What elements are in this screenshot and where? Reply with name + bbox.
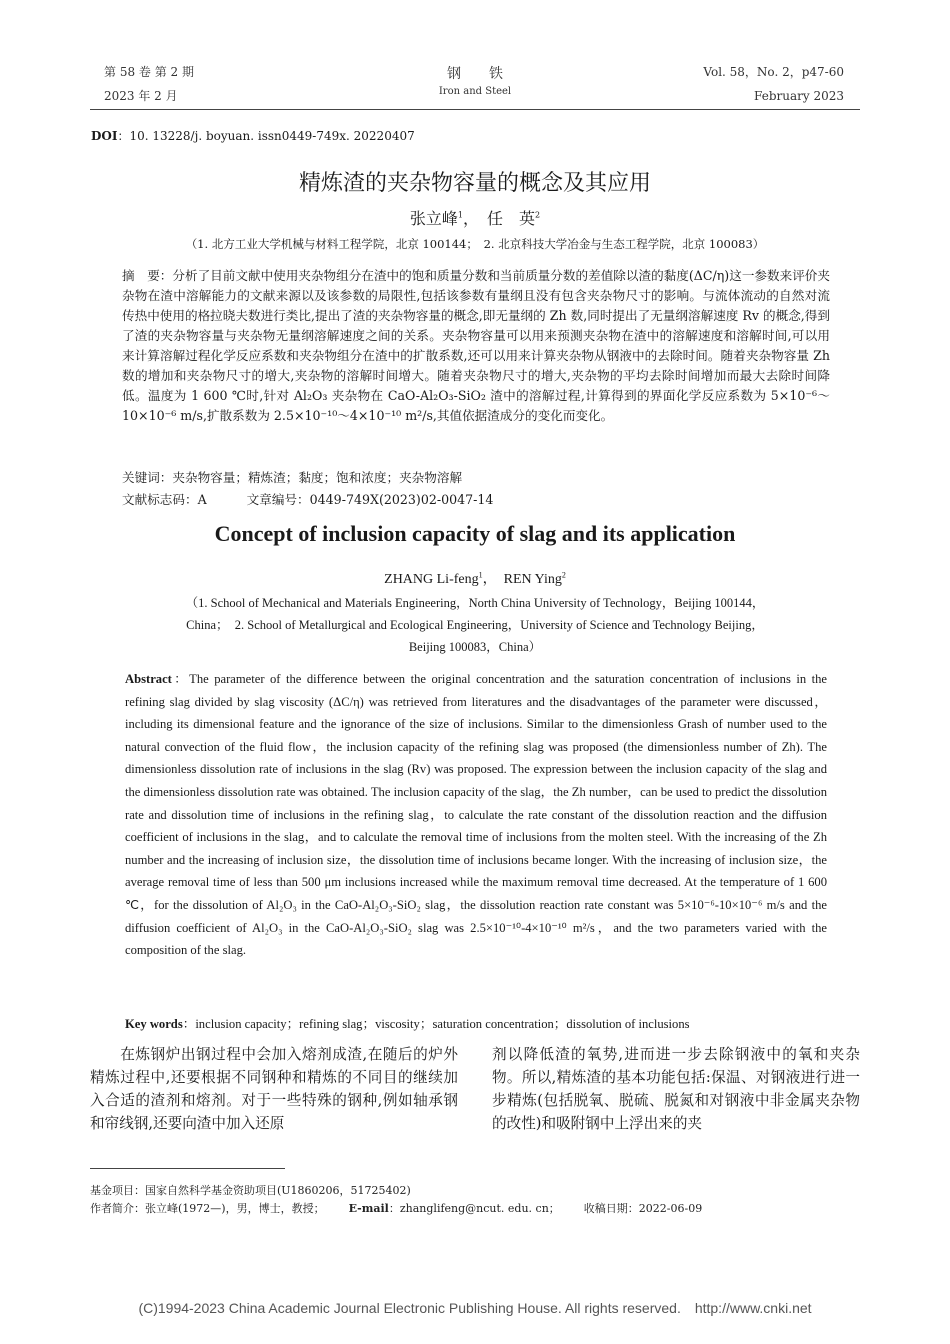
keywords-en <box>125 1013 827 1032</box>
abstract-zh <box>122 266 830 426</box>
article-id-value: 0449-749X(2023)02-0047-14 <box>309 492 494 507</box>
title-zh: 精炼渣的夹杂物容量的概念及其应用 <box>298 171 651 196</box>
footnote-fund: 基金项目：国家自然科学基金资助项目(U1860206，51725402) <box>90 1184 411 1197</box>
journal-name-en: Iron and Steel <box>438 86 512 97</box>
author-2-en: REN Ying <box>503 572 562 587</box>
author-separator: ， <box>462 209 487 228</box>
footnote-email-label: E-mail <box>348 1202 389 1215</box>
author-2-mark: 2 <box>535 210 541 220</box>
footnote-author <box>90 1200 860 1216</box>
doc-code-value: A <box>197 492 207 507</box>
keywords-zh <box>122 468 830 488</box>
doc-code-label: 文献标志码： <box>122 492 198 507</box>
doi-value: ：10. 13228/j. boyuan. issn0449-749x. 20220407 <box>117 129 415 143</box>
copyright-line: (C)1994-2023 China Academic Journal Electronic Publishing House. All rights reserved. http://www.cnki.net <box>138 1300 812 1316</box>
abstract-zh-text: 分析了目前文献中使用夹杂物组分在渣中的饱和质量分数和当前质量分数的差值除以渣的黏度(ΔC/η)这一参数来评价夹杂物在渣中溶解能力的文献来源以及该参数的局限性,包括该参数有量纲且没有包含夹杂物尺寸的影响。与流体流动的自然对流传热中使用的格拉晓夫数进行类比,提出了渣的夹杂物容量的概念,即无量纲的 Zh 数,同时提出了无量纲溶解速度 Rv 的概念,得到了渣的夹杂物容量与夹杂物无量纲溶解速度之间的关系。夹杂物容量可以用来预测夹杂物在渣中的溶解速度和溶解时间,可以用来计算溶解过程化学反应系数和夹杂物组分在渣中的扩散系数,还可以用来计算夹杂物从钢液中的去除时间。随着夹杂物容量 Zh 数的增加和夹杂物尺寸的增大,夹杂物的溶解时间增大。随着夹杂物尺寸的增大,夹杂物的平均去除时间增加而最大去除时间降低。温度为 1 600 ℃时,针对 Al₂O₃ 夹杂物在 CaO-Al₂O₃-SiO₂ 渣中的溶解过程,计算得到的界面化学反应系数为 5×10⁻⁶～10×10⁻⁶ m/s,扩散系数为 2.5×10⁻¹⁰～4×10⁻¹⁰ m²/s,其值依据渣成分的变化而变化。 <box>122 268 830 423</box>
affiliation-en: （1. School of Mechanical and Materials Engineering，North China University of Technology，Beijing 100144，China； 2. School of Metallurgical and Ecological Engineering，University of Science and Technology Beijing，Beijing 100083，China） <box>185 596 765 654</box>
body-column-1: 在炼钢炉出钢过程中会加入熔剂成渣,在随后的炉外精炼过程中,还要根据不同钢种和精炼的不同目的继续加入合适的渣剂和熔剂。对于一些特殊的钢种,例如轴承钢和帘线钢,还要向渣中加入还原 <box>90 1046 458 1132</box>
doi-label: DOI <box>91 129 118 143</box>
author-2-zh: 任 英 <box>487 209 536 228</box>
abstract-en-label: Abstract <box>125 672 172 686</box>
doi <box>91 127 415 144</box>
article-id-label: 文章编号： <box>246 492 310 507</box>
keywords-en-label: Key words <box>125 1017 183 1031</box>
author-en-separator: ， <box>482 572 504 587</box>
author-1-mark: 1 <box>457 210 463 220</box>
author-1-en-mark: 1 <box>478 570 483 580</box>
abstract-zh-label: 摘 要： <box>122 268 173 283</box>
author-2-en-mark: 2 <box>561 570 566 580</box>
abstract-en <box>125 668 827 962</box>
date-zh: 2023 年 2 月 <box>104 89 178 103</box>
keywords-en-text: ：inclusion capacity；refining slag；viscosity；saturation concentration；dissolution of inclusions <box>182 1017 690 1031</box>
volume-issue-en: Vol. 58，No. 2，p47-60 <box>703 65 844 79</box>
header-rule <box>90 109 860 110</box>
classification-zh <box>122 490 830 510</box>
footnote-received: 收稿日期：2022-06-09 <box>583 1202 703 1215</box>
footnote-email: ：zhanglifeng@ncut. edu. cn； <box>388 1202 560 1215</box>
keywords-zh-text: 夹杂物容量；精炼渣；黏度；饱和浓度；夹杂物溶解 <box>172 470 463 485</box>
body-column-2: 剂以降低渣的氧势,进而进一步去除钢液中的氧和夹杂物。所以,精炼渣的基本功能包括:保温、对钢液进行进一步精炼(包括脱氧、脱硫、脱氮和对钢液中非金属夹杂物的改性)和吸附钢中上浮出来的夹 <box>492 1046 860 1132</box>
keywords-zh-label: 关键词： <box>122 470 173 485</box>
journal-name-zh: 钢 铁 <box>447 66 503 82</box>
footnote-author-text: 作者简介：张立峰(1972—)，男，博士，教授； <box>90 1202 325 1215</box>
title-en: Concept of inclusion capacity of slag and its application <box>214 521 736 546</box>
affiliation-zh: （1. 北方工业大学机械与材料工程学院，北京 100144； 2. 北京科技大学冶金与生态工程学院，北京 100083） <box>185 237 765 251</box>
authors-zh <box>0 206 950 229</box>
date-en: February 2023 <box>754 89 844 103</box>
authors-en <box>0 568 950 588</box>
footnote-rule <box>90 1168 285 1169</box>
author-1-zh: 张立峰 <box>409 209 458 228</box>
author-1-en: ZHANG Li-feng <box>384 572 479 587</box>
volume-issue-zh: 第 58 卷 第 2 期 <box>104 65 194 79</box>
abstract-en-text: ：The parameter of the difference between the original concentration and the saturation concentration of inclusions in the refining slag divided by slag viscosity (ΔC/η) was retrieved from literatures and the disadvantages of the parameter were discussed，including its dimensional feature and the ignorance of the size of inclusions. Similar to the dimensionless Grash of number used to the natural convection of the fluid flow，the inclusion capacity of the refining slag was proposed (the dimensionless number of Zh). The dimensionless dissolution rate of inclusions in the slag (Rv) was proposed. The expression between the inclusion capacity of the slag and the dimensionless dissolution rate was obtained. The inclusion capacity of the slag，the Zh number，can be used to predict the dissolution rate and dissolution time of inclusions in the refining slag，to calculate the rate constant of the dissolution reaction and the diffusion coefficient of inclusions in the slag，and to calculate the removal time of inclusions from the molten steel. With the increasing of the Zh number and the increasing of inclusion size，the dissolution time of inclusions became longer. With the increasing of inclusion size，the average removal time of less than 500 μm inclusions increased while the maximum removal time decreased. At the temperature of 1 600 ℃，for the dissolution of Al₂O₃ in the CaO-Al₂O₃-SiO₂ slag，the dissolution reaction rate constant was 5×10⁻⁶-10×10⁻⁶ m/s and the diffusion coefficient of Al₂O₃ in the CaO-Al₂O₃-SiO₂ slag was 2.5×10⁻¹⁰-4×10⁻¹⁰ m²/s，and the two parameters varied with the composition of the slag. <box>125 672 827 958</box>
